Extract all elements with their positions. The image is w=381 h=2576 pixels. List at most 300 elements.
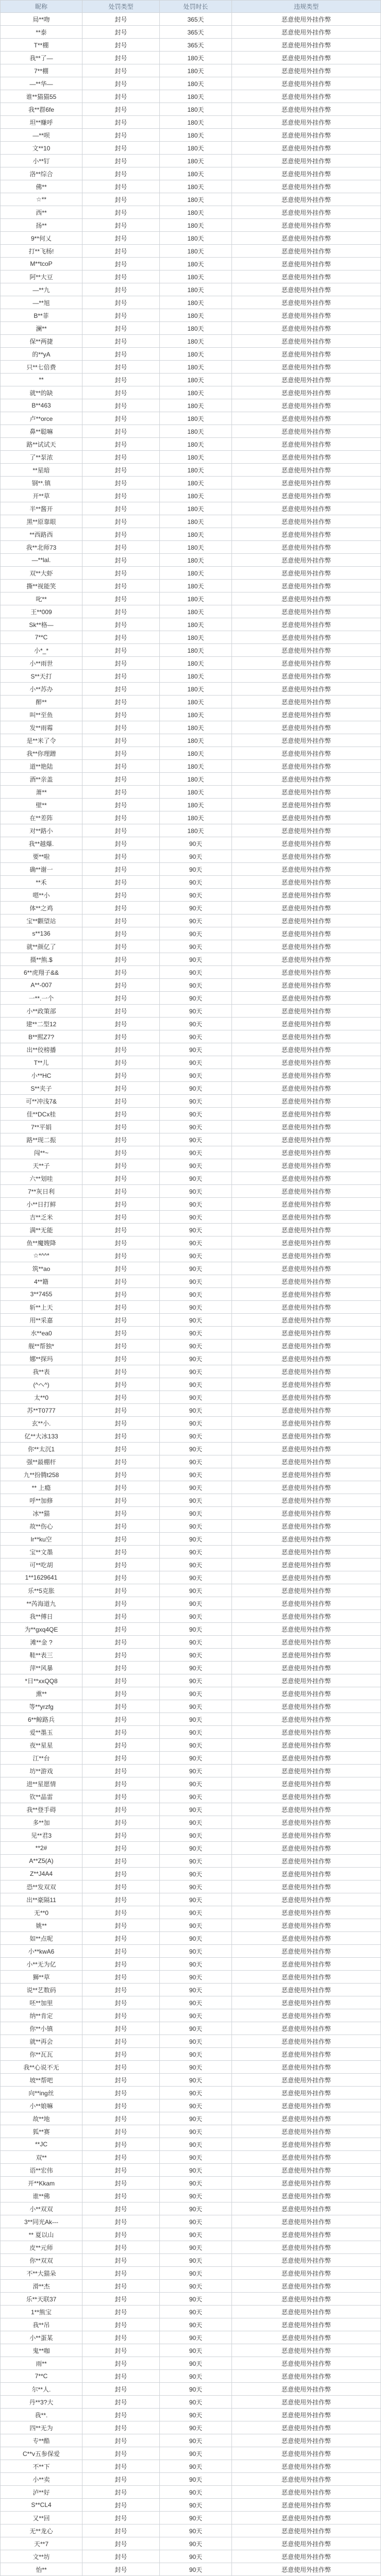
penalty-type-cell: 封号 (82, 592, 160, 605)
penalty-type-cell: 封号 (82, 193, 160, 206)
violation-type-cell: 恶意使用外挂作弊 (232, 1571, 381, 1584)
penalty-duration-cell: 90天 (160, 837, 232, 850)
nickname-cell: 钢**.镇 (0, 477, 82, 489)
table-row (0, 876, 381, 889)
penalty-duration-cell: 180天 (160, 541, 232, 553)
violation-type-cell: 恶意使用外挂作弊 (232, 1520, 381, 1532)
violation-type-cell: 恶意使用外挂作弊 (232, 992, 381, 1004)
penalty-type-cell: 封号 (82, 2447, 160, 2460)
violation-type-cell: 恶意使用外挂作弊 (232, 129, 381, 141)
nickname-cell: 九**扮腾t258 (0, 1468, 82, 1481)
nickname-cell: 你**太沉1 (0, 1443, 82, 1455)
penalty-type-cell: 封号 (82, 1352, 160, 1365)
violation-type-cell: 恶意使用外挂作弊 (232, 2473, 381, 2485)
penalty-type-cell: 封号 (82, 296, 160, 309)
penalty-duration-cell: 90天 (160, 2396, 232, 2408)
penalty-type-cell: 封号 (82, 760, 160, 772)
table-row (0, 2177, 381, 2190)
penalty-duration-cell: 90天 (160, 1236, 232, 1249)
penalty-duration-cell: 180天 (160, 747, 232, 759)
violation-type-cell: 恶意使用外挂作弊 (232, 1610, 381, 1622)
penalty-duration-cell: 90天 (160, 1018, 232, 1030)
nickname-cell: 小**蛋某 (0, 2331, 82, 2344)
penalty-duration-cell: 90天 (160, 2215, 232, 2228)
penalty-duration-cell: 90天 (160, 1095, 232, 1107)
penalty-duration-cell: 90天 (160, 1069, 232, 1081)
violation-type-cell: 恶意使用外挂作弊 (232, 258, 381, 270)
table-row (0, 1288, 381, 1301)
table-row (0, 2112, 381, 2125)
penalty-type-cell: 封号 (82, 2306, 160, 2318)
violation-type-cell: 恶意使用外挂作弊 (232, 850, 381, 862)
penalty-type-cell: 封号 (82, 2460, 160, 2472)
penalty-duration-cell: 90天 (160, 1610, 232, 1622)
table-row (0, 13, 381, 26)
violation-type-cell: 恶意使用外挂作弊 (232, 554, 381, 566)
violation-type-cell: 恶意使用外挂作弊 (232, 721, 381, 734)
penalty-type-cell: 封号 (82, 2048, 160, 2060)
violation-type-cell: 恶意使用外挂作弊 (232, 2125, 381, 2138)
violation-type-cell: 恶意使用外挂作弊 (232, 2241, 381, 2253)
penalty-type-cell: 封号 (82, 1855, 160, 1867)
violation-type-cell: 恶意使用外挂作弊 (232, 1365, 381, 1378)
nickname-cell: 语**宏伟 (0, 2164, 82, 2176)
penalty-type-cell: 封号 (82, 528, 160, 540)
penalty-duration-cell: 90天 (160, 2499, 232, 2511)
penalty-type-cell: 封号 (82, 2202, 160, 2215)
penalty-type-cell: 封号 (82, 1391, 160, 1403)
violation-type-cell: 恶意使用外挂作弊 (232, 2370, 381, 2382)
penalty-duration-cell: 90天 (160, 1121, 232, 1133)
table-row (0, 696, 381, 708)
penalty-duration-cell: 180天 (160, 592, 232, 605)
violation-type-cell: 恶意使用外挂作弊 (232, 1597, 381, 1609)
nickname-cell: 坡**帮吧 (0, 2074, 82, 2086)
penalty-type-cell: 封号 (82, 1932, 160, 1944)
violation-type-cell: 恶意使用外挂作弊 (232, 2215, 381, 2228)
penalty-duration-cell: 90天 (160, 2099, 232, 2112)
table-row (0, 644, 381, 657)
penalty-type-cell: 封号 (82, 1945, 160, 1957)
nickname-cell: 鼻**聪嘛 (0, 425, 82, 437)
penalty-type-cell: 封号 (82, 2512, 160, 2524)
nickname-cell: 你**瓦瓦 (0, 2048, 82, 2060)
nickname-cell: 鬼**咖 (0, 2344, 82, 2357)
penalty-type-cell: 封号 (82, 1082, 160, 1094)
table-row (0, 567, 381, 580)
penalty-type-cell: 封号 (82, 2164, 160, 2176)
violation-type-cell: 恶意使用外挂作弊 (232, 1133, 381, 1146)
violation-type-cell: 恶意使用外挂作弊 (232, 464, 381, 476)
penalty-type-cell: 封号 (82, 1829, 160, 1841)
nickname-cell: 小**钉 (0, 155, 82, 167)
table-row (0, 592, 381, 605)
penalty-duration-cell: 180天 (160, 309, 232, 321)
penalty-type-cell: 封号 (82, 1868, 160, 1880)
penalty-type-cell: 封号 (82, 477, 160, 489)
penalty-duration-cell: 180天 (160, 386, 232, 399)
penalty-duration-cell: 90天 (160, 992, 232, 1004)
penalty-type-cell: 封号 (82, 979, 160, 991)
nickname-cell: 建**二型12 (0, 1018, 82, 1030)
nickname-cell: 路**试试天 (0, 438, 82, 450)
penalty-type-cell: 封号 (82, 644, 160, 656)
penalty-type-cell: 封号 (82, 1649, 160, 1661)
nickname-cell: 文**10 (0, 142, 82, 154)
penalty-duration-cell: 90天 (160, 2293, 232, 2305)
nickname-cell: 双**大虾 (0, 567, 82, 579)
violation-type-cell: 恶意使用外挂作弊 (232, 2022, 381, 2035)
penalty-type-cell: 封号 (82, 52, 160, 64)
violation-type-cell: 恶意使用外挂作弊 (232, 592, 381, 605)
penalty-type-cell: 封号 (82, 2009, 160, 2022)
nickname-cell: 我**越爆. (0, 837, 82, 850)
penalty-duration-cell: 180天 (160, 129, 232, 141)
nickname-cell: 我**心说不无 (0, 2061, 82, 2073)
table-row (0, 1211, 381, 1224)
penalty-type-cell: 封号 (82, 734, 160, 747)
violation-type-cell: 恶意使用外挂作弊 (232, 1404, 381, 1416)
table-row (0, 1571, 381, 1584)
penalty-duration-cell: 90天 (160, 953, 232, 965)
nickname-cell: 出**佼榜播 (0, 1043, 82, 1056)
nickname-cell: **西路西 (0, 528, 82, 540)
penalty-duration-cell: 90天 (160, 979, 232, 991)
nickname-cell: 如**点呢 (0, 1932, 82, 1944)
nickname-cell: 水**ea0 (0, 1327, 82, 1339)
nickname-cell: 你**小镇 (0, 2022, 82, 2035)
table-row (0, 1958, 381, 1971)
penalty-type-cell: 封号 (82, 2524, 160, 2537)
table-row (0, 1352, 381, 1365)
table-row (0, 953, 381, 966)
violation-type-cell: 恶意使用外挂作弊 (232, 1636, 381, 1648)
table-row (0, 1056, 381, 1069)
violation-type-cell: 恶意使用外挂作弊 (232, 1069, 381, 1081)
nickname-cell: 道**艳陆 (0, 760, 82, 772)
violation-type-cell: 恶意使用外挂作弊 (232, 116, 381, 128)
table-row (0, 1777, 381, 1790)
penalty-duration-cell: 180天 (160, 670, 232, 682)
violation-type-cell: 恶意使用外挂作弊 (232, 90, 381, 103)
violation-type-cell: 恶意使用外挂作弊 (232, 2344, 381, 2357)
violation-type-cell: 恶意使用外挂作弊 (232, 2280, 381, 2292)
penalty-duration-cell: 90天 (160, 1880, 232, 1893)
penalty-type-cell: 封号 (82, 2112, 160, 2125)
penalty-type-cell: 封号 (82, 515, 160, 528)
violation-type-cell: 恶意使用外挂作弊 (232, 39, 381, 51)
nickname-cell: 冰**猫 (0, 1507, 82, 1519)
penalty-duration-cell: 90天 (160, 1133, 232, 1146)
table-row (0, 2409, 381, 2421)
nickname-cell: B**熙Z7? (0, 1030, 82, 1043)
penalty-duration-cell: 90天 (160, 1340, 232, 1352)
table-row (0, 193, 381, 206)
nickname-cell: 6**鲸路兵 (0, 1713, 82, 1725)
penalty-duration-cell: 90天 (160, 1752, 232, 1764)
penalty-duration-cell: 180天 (160, 489, 232, 502)
nickname-cell: 撕**视能笑 (0, 580, 82, 592)
penalty-type-cell: 封号 (82, 696, 160, 708)
nickname-cell: 我**表 (0, 1365, 82, 1378)
column-header-penalty-type: 处罚类型 (82, 1, 160, 12)
nickname-cell: **禾 (0, 876, 82, 888)
penalty-type-cell: 封号 (82, 1301, 160, 1313)
violation-type-cell: 恶意使用外挂作弊 (232, 1481, 381, 1494)
violation-type-cell: 恶意使用外挂作弊 (232, 1030, 381, 1043)
table-row (0, 1932, 381, 1945)
nickname-cell: 乐**天联37 (0, 2293, 82, 2305)
penalty-duration-cell: 90天 (160, 2241, 232, 2253)
penalty-duration-cell: 90天 (160, 2447, 232, 2460)
violation-type-cell: 恶意使用外挂作弊 (232, 1958, 381, 1970)
table-row (0, 399, 381, 412)
nickname-cell: 我**. (0, 2409, 82, 2421)
violation-type-cell: 恶意使用外挂作弊 (232, 541, 381, 553)
penalty-duration-cell: 90天 (160, 2331, 232, 2344)
penalty-duration-cell: 180天 (160, 374, 232, 386)
table-row (0, 618, 381, 631)
penalty-duration-cell: 90天 (160, 1082, 232, 1094)
violation-type-cell: 恶意使用外挂作弊 (232, 2306, 381, 2318)
penalty-type-cell: 封号 (82, 2151, 160, 2163)
penalty-duration-cell: 90天 (160, 2087, 232, 2099)
nickname-cell: 坊**游戏 (0, 1765, 82, 1777)
table-row (0, 1880, 381, 1893)
violation-type-cell: 恶意使用外挂作弊 (232, 605, 381, 618)
penalty-type-cell: 封号 (82, 2215, 160, 2228)
nickname-cell: **星暗 (0, 464, 82, 476)
nickname-cell: 叫**至鱼 (0, 708, 82, 721)
table-row (0, 1674, 381, 1687)
penalty-type-cell: 封号 (82, 2267, 160, 2279)
penalty-type-cell: 封号 (82, 1327, 160, 1339)
nickname-cell: 就**再会 (0, 2035, 82, 2047)
violation-type-cell: 恶意使用外挂作弊 (232, 1868, 381, 1880)
violation-type-cell: 恶意使用外挂作弊 (232, 64, 381, 77)
penalty-duration-cell: 180天 (160, 451, 232, 463)
table-row (0, 1687, 381, 1700)
penalty-type-cell: 封号 (82, 1043, 160, 1056)
nickname-cell: 夜**星星 (0, 1739, 82, 1751)
table-row (0, 1507, 381, 1520)
violation-type-cell: 恶意使用外挂作弊 (232, 2396, 381, 2408)
violation-type-cell: 恶意使用外挂作弊 (232, 270, 381, 283)
penalty-duration-cell: 90天 (160, 1275, 232, 1287)
nickname-cell: 了**泵浓 (0, 451, 82, 463)
penalty-duration-cell: 90天 (160, 1146, 232, 1159)
table-row (0, 1623, 381, 1636)
nickname-cell: 为**gxq4QE (0, 1623, 82, 1635)
violation-type-cell: 恶意使用外挂作弊 (232, 786, 381, 798)
penalty-type-cell: 封号 (82, 1713, 160, 1725)
table-row (0, 1430, 381, 1443)
nickname-cell: 说**艺数码 (0, 1984, 82, 1996)
penalty-type-cell: 封号 (82, 683, 160, 695)
nickname-cell: 是**米了令 (0, 734, 82, 747)
table-row (0, 1172, 381, 1185)
penalty-duration-cell: 90天 (160, 1455, 232, 1468)
penalty-type-cell: 封号 (82, 412, 160, 425)
penalty-type-cell: 封号 (82, 1777, 160, 1790)
penalty-duration-cell: 90天 (160, 2138, 232, 2150)
penalty-type-cell: 封号 (82, 464, 160, 476)
violation-type-cell: 恶意使用外挂作弊 (232, 1752, 381, 1764)
violation-type-cell: 恶意使用外挂作弊 (232, 708, 381, 721)
penalty-type-cell: 封号 (82, 1133, 160, 1146)
table-row (0, 1340, 381, 1352)
penalty-type-cell: 封号 (82, 2280, 160, 2292)
penalty-duration-cell: 90天 (160, 1005, 232, 1017)
table-header-row (0, 0, 381, 13)
table-row (0, 2202, 381, 2215)
nickname-cell: 雨** (0, 2357, 82, 2369)
nickname-cell: 我**吊 (0, 2318, 82, 2331)
penalty-type-cell: 封号 (82, 1030, 160, 1043)
penalty-type-cell: 封号 (82, 502, 160, 515)
penalty-type-cell: 封号 (82, 26, 160, 38)
violation-type-cell: 恶意使用外挂作弊 (232, 1082, 381, 1094)
violation-type-cell: 恶意使用外挂作弊 (232, 1790, 381, 1803)
violation-type-cell: 恶意使用外挂作弊 (232, 412, 381, 425)
penalty-type-cell: 封号 (82, 1365, 160, 1378)
violation-type-cell: 恶意使用外挂作弊 (232, 837, 381, 850)
violation-type-cell: 恶意使用外挂作弊 (232, 2331, 381, 2344)
nickname-cell: 吉**乏米 (0, 1211, 82, 1223)
nickname-cell: S**夹子 (0, 1082, 82, 1094)
table-row (0, 1855, 381, 1868)
violation-type-cell: 恶意使用外挂作弊 (232, 799, 381, 811)
nickname-cell: 姚** (0, 1919, 82, 1931)
nickname-cell: A**Z5(A) (0, 1855, 82, 1867)
nickname-cell: 萍**风暴 (0, 1662, 82, 1674)
penalty-type-cell: 封号 (82, 348, 160, 360)
table-row (0, 1803, 381, 1816)
penalty-type-cell: 封号 (82, 1314, 160, 1326)
violation-type-cell: 恶意使用外挂作弊 (232, 335, 381, 347)
violation-type-cell: 恶意使用外挂作弊 (232, 1777, 381, 1790)
table-row (0, 1520, 381, 1533)
nickname-cell: 乐**5克胀 (0, 1584, 82, 1597)
penalty-duration-cell: 180天 (160, 631, 232, 643)
nickname-cell: 酒**亲盖 (0, 773, 82, 785)
table-row (0, 1636, 381, 1649)
penalty-type-cell: 封号 (82, 1752, 160, 1764)
nickname-cell: 狐**赛 (0, 2125, 82, 2138)
table-row (0, 2447, 381, 2460)
table-row (0, 721, 381, 734)
nickname-cell: 我**群6fe (0, 103, 82, 115)
table-row (0, 1597, 381, 1610)
table-row (0, 2293, 381, 2306)
penalty-duration-cell: 90天 (160, 1739, 232, 1751)
table-row (0, 322, 381, 335)
violation-type-cell: 恶意使用外挂作弊 (232, 2048, 381, 2060)
violation-type-cell: 恶意使用外挂作弊 (232, 2563, 381, 2575)
nickname-cell: s**136 (0, 927, 82, 940)
penalty-type-cell: 封号 (82, 1984, 160, 1996)
nickname-cell: 西** (0, 206, 82, 218)
table-row (0, 2524, 381, 2537)
penalty-duration-cell: 90天 (160, 1468, 232, 1481)
penalty-duration-cell: 90天 (160, 2280, 232, 2292)
table-row (0, 683, 381, 696)
penalty-duration-cell: 180天 (160, 399, 232, 412)
violation-type-cell: 恶意使用外挂作弊 (232, 438, 381, 450)
violation-type-cell: 恶意使用外挂作弊 (232, 1713, 381, 1725)
table-row (0, 811, 381, 824)
nickname-cell: **2# (0, 1842, 82, 1854)
penalty-type-cell: 封号 (82, 1262, 160, 1275)
penalty-duration-cell: 90天 (160, 2486, 232, 2498)
penalty-duration-cell: 90天 (160, 2151, 232, 2163)
violation-type-cell: 恶意使用外挂作弊 (232, 644, 381, 656)
penalty-type-cell: 封号 (82, 1340, 160, 1352)
table-row (0, 580, 381, 592)
violation-type-cell: 恶意使用外挂作弊 (232, 1224, 381, 1236)
table-body (0, 13, 381, 2576)
penalty-duration-cell: 180天 (160, 155, 232, 167)
violation-type-cell: 恶意使用外挂作弊 (232, 502, 381, 515)
table-row (0, 348, 381, 361)
penalty-duration-cell: 90天 (160, 1996, 232, 2009)
penalty-duration-cell: 180天 (160, 644, 232, 656)
table-row (0, 1224, 381, 1236)
penalty-duration-cell: 180天 (160, 477, 232, 489)
table-row (0, 26, 381, 39)
penalty-type-cell: 封号 (82, 1558, 160, 1571)
nickname-cell: —**呗 (0, 129, 82, 141)
penalty-duration-cell: 90天 (160, 1546, 232, 1558)
penalty-duration-cell: 180天 (160, 348, 232, 360)
nickname-cell: 舰**帮独* (0, 1340, 82, 1352)
table-row (0, 167, 381, 180)
penalty-duration-cell: 90天 (160, 1790, 232, 1803)
table-row (0, 438, 381, 451)
table-row (0, 129, 381, 142)
table-row (0, 1121, 381, 1133)
nickname-cell: 佛** (0, 180, 82, 193)
nickname-cell: 无**龙心 (0, 2524, 82, 2537)
penalty-duration-cell: 180天 (160, 116, 232, 128)
penalty-type-cell: 封号 (82, 1584, 160, 1597)
penalty-type-cell: 封号 (82, 889, 160, 901)
table-row (0, 1816, 381, 1829)
table-row (0, 1069, 381, 1082)
penalty-duration-cell: 90天 (160, 1571, 232, 1584)
table-row (0, 2460, 381, 2473)
penalty-duration-cell: 90天 (160, 2306, 232, 2318)
table-row (0, 1662, 381, 1674)
penalty-duration-cell: 90天 (160, 1584, 232, 1597)
nickname-cell: 可**吃胡 (0, 1558, 82, 1571)
nickname-cell: 嗯**小 (0, 889, 82, 901)
table-row (0, 799, 381, 811)
table-row (0, 1327, 381, 1340)
nickname-cell: 打**飞杨! (0, 245, 82, 257)
penalty-duration-cell: 90天 (160, 850, 232, 862)
penalty-duration-cell: 90天 (160, 2537, 232, 2550)
penalty-type-cell: 封号 (82, 1159, 160, 1172)
penalty-duration-cell: 90天 (160, 2383, 232, 2395)
table-row (0, 747, 381, 760)
table-row (0, 1713, 381, 1726)
penalty-type-cell: 封号 (82, 1108, 160, 1120)
penalty-duration-cell: 90天 (160, 2035, 232, 2047)
table-row (0, 77, 381, 90)
penalty-duration-cell: 90天 (160, 1198, 232, 1210)
penalty-duration-cell: 90天 (160, 1662, 232, 1674)
